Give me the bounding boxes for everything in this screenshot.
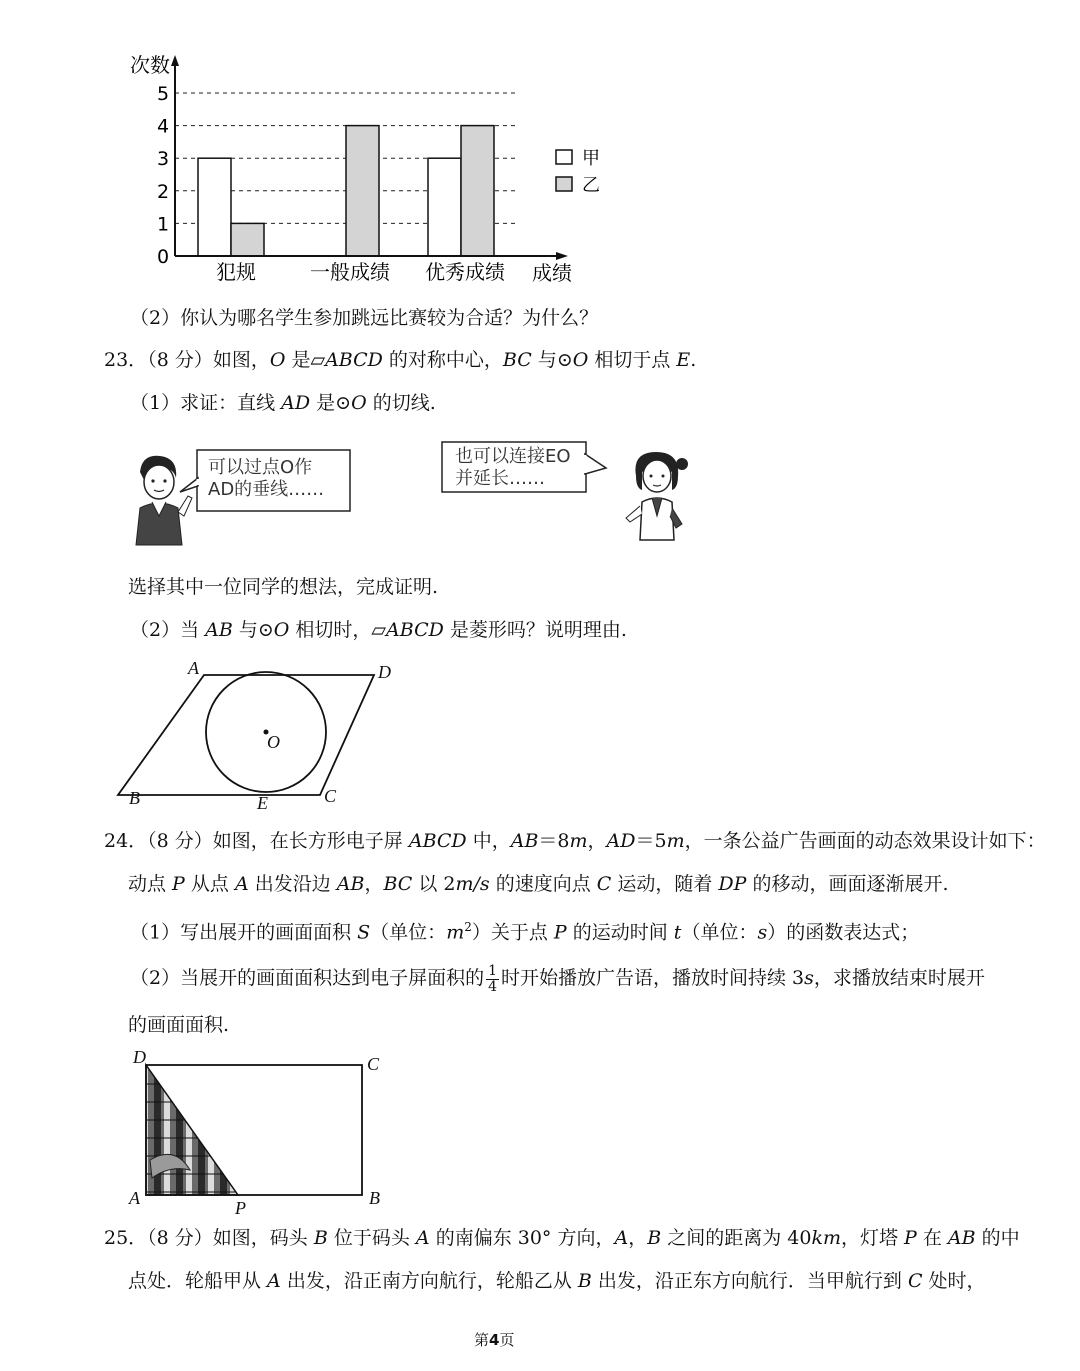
chart-xlabel: 成绩 (532, 261, 572, 285)
q25-text: 的中 (975, 1227, 1020, 1249)
label-C: C (324, 786, 337, 806)
q22-part2: （2）你认为哪名学生参加跳远比赛较为合适？为什么？ (130, 307, 599, 329)
label-C: C (367, 1054, 380, 1074)
q24-p1-text: ）的函数表达式； (767, 921, 920, 944)
label-E: E (257, 793, 268, 813)
q23-number: 23． (104, 349, 148, 371)
q25-text: A (267, 1270, 281, 1292)
q23-p2-text: 与⊙ (232, 619, 274, 641)
label-A: A (129, 1188, 140, 1208)
q24-p1-text: S (357, 921, 371, 944)
q23-p2-text: O (273, 619, 290, 641)
label-A: A (188, 658, 199, 678)
q23-part2 (130, 618, 627, 642)
q25-text: 处时， (922, 1270, 986, 1292)
q24-part1 (130, 915, 919, 944)
q25-text: ，灯塔 (840, 1227, 905, 1249)
q25-text: km (811, 1227, 841, 1249)
bar-chart (0, 0, 620, 300)
page-number: 4 (489, 1331, 500, 1349)
q25-text: 的南偏东 30° 方向， (429, 1227, 615, 1249)
bar-yi-1 (346, 126, 379, 256)
q24-text: C (596, 873, 612, 895)
q24-p1-text: s (757, 921, 768, 944)
q25-text: B (577, 1270, 592, 1292)
q24-text: 出发沿边 (248, 873, 337, 895)
q23-text: O (269, 349, 286, 371)
label-P: P (235, 1198, 246, 1218)
q24-text: 以 2 (412, 873, 456, 895)
q24-text: 中， (466, 830, 511, 852)
label-D: D (378, 662, 391, 682)
y-tick-label: 4 (157, 115, 170, 138)
bar-jia-0 (198, 158, 231, 256)
fraction-numerator: 1 (488, 962, 498, 979)
footer-text: 第 (474, 1331, 490, 1349)
q25-text: 点处．轮船甲从 (128, 1270, 268, 1292)
q24-text: m/s (455, 873, 490, 895)
footer-text: 页 (499, 1331, 515, 1349)
q23-text: ▱ABCD (310, 349, 383, 371)
q25-text: P (904, 1227, 917, 1249)
q25-text: 出发，沿正南方向航行，轮船乙从 (280, 1270, 578, 1292)
q23-choose: 选择其中一位同学的想法，完成证明. (128, 576, 439, 598)
q23-text: 的对称中心， (382, 349, 503, 371)
q25-text: 出发，沿正东方向航行．当甲航行到 (591, 1270, 908, 1292)
q24-part2-cont: 的画面面积. (128, 1014, 230, 1036)
q23-p2-text: AB (205, 619, 233, 641)
q25-text: B (313, 1227, 328, 1249)
q25-text: B (647, 1227, 662, 1249)
q23-text: BC (502, 349, 532, 371)
category-label: 犯规 (216, 260, 256, 284)
label-B: B (369, 1188, 380, 1208)
q23-text: E (676, 349, 691, 371)
q23-stem (104, 348, 696, 372)
q24-text: ，一条公益广告画面的动态效果设计如下： (684, 830, 1046, 852)
q24-p1-text: 2 (464, 920, 472, 934)
q25-text: 位于码头 (327, 1227, 416, 1249)
legend-swatch-yi (556, 177, 572, 191)
fraction-one-quarter (486, 964, 499, 995)
bubble-left-text-2: AD的垂线…… (208, 479, 325, 500)
q23-text: . (690, 349, 697, 371)
q23-text: 与⊙ (531, 349, 573, 371)
q24-text: P (172, 873, 185, 895)
q24-text: 的移动，画面逐渐展开. (746, 873, 949, 895)
q23-p2-text: ▱ABCD (371, 619, 444, 641)
q24-stem-line1 (104, 829, 1046, 853)
bar-jia-2 (428, 158, 461, 256)
q23-p1-text: AD (281, 392, 311, 414)
category-label: 一般成绩 (310, 260, 390, 284)
q23-text: （8 分）如图， (147, 349, 270, 371)
chart-legend (556, 148, 600, 196)
bubble-left-text-1: 可以过点O作 (208, 457, 313, 478)
q25-text: 在 (916, 1227, 948, 1249)
q24-part2 (130, 962, 985, 995)
parallelogram-circle-figure (100, 655, 420, 815)
chart-category-labels (216, 260, 505, 284)
q24-text: BC (383, 873, 413, 895)
q23-p2-text: （2）当 (130, 619, 206, 641)
q25-text: 25．（8 分）如图，码头 (104, 1227, 314, 1249)
rectangle-screen-figure (130, 1050, 380, 1210)
q24-text: AD (606, 830, 636, 852)
q24-p1-text: （单位： (681, 921, 758, 944)
label-B: B (129, 788, 140, 808)
q23-text: 相切于点 (588, 349, 677, 371)
q23-text: 是 (285, 349, 311, 371)
q24-p1-text: 的运动时间 (566, 921, 674, 944)
q25-text: AB (947, 1227, 976, 1249)
q24-text: m (569, 830, 588, 852)
label-D: D (133, 1047, 146, 1067)
q24-stem-line2 (128, 872, 949, 896)
bubble-right-text-1: 也可以连接EO (455, 446, 571, 467)
q25-stem-line1 (104, 1226, 1020, 1250)
y-tick-label: 1 (157, 213, 170, 236)
girl-student-illustration (618, 446, 694, 542)
q24-text: 动点 (128, 873, 173, 895)
bar-yi-2 (461, 126, 494, 256)
q24-text: ， (364, 873, 384, 895)
q23-p1-text: 的切线. (366, 392, 436, 414)
q24-text: DP (718, 873, 747, 895)
q25-text: A (415, 1227, 430, 1249)
fraction-denominator: 4 (488, 978, 498, 995)
y-tick-label: 2 (157, 180, 170, 203)
q24-p2-text: （2）当展开的画面面积达到电子屏面积的 (130, 967, 485, 989)
chart-ylabel: 次数 (130, 53, 170, 77)
legend-swatch-jia (556, 150, 572, 164)
q25-text: A (614, 1227, 629, 1249)
q23-p1-text: O (351, 392, 367, 414)
page-footer (474, 1329, 514, 1350)
q24-p1-text: m (446, 921, 465, 944)
q23-part1 (130, 391, 436, 415)
q24-p2-text: s (804, 967, 814, 989)
q23-text: O (572, 349, 589, 371)
q25-text: C (907, 1270, 923, 1292)
q24-text: 从点 (184, 873, 235, 895)
q24-p2-text: ，求播放结束时展开 (813, 967, 985, 989)
q24-text: AB (510, 830, 539, 852)
y-tick-label: 0 (157, 246, 170, 268)
y-tick-label: 3 (157, 148, 170, 171)
q24-p1-text: （单位： (370, 921, 447, 944)
q24-text: ， (587, 830, 607, 852)
bar-yi-0 (231, 223, 264, 256)
q23-p1-text: 是⊙ (310, 392, 352, 414)
q23-p2-text: 是菱形吗？说明理由. (443, 619, 627, 641)
y-tick-label: 5 (157, 83, 170, 105)
q24-text: 24．（8 分）如图，在长方形电子屏 (104, 830, 409, 852)
category-label: 优秀成绩 (425, 260, 505, 284)
q25-text: ， (628, 1227, 648, 1249)
q24-p1-text: （1）写出展开的画面面积 (130, 921, 358, 944)
q24-p1-text: t (673, 921, 682, 944)
q25-stem-line2 (128, 1269, 986, 1293)
label-O: O (267, 732, 280, 752)
legend-label-jia: 甲 (582, 148, 600, 169)
bubble-right-text-2: 并延长…… (455, 468, 545, 489)
q24-text: ＝8 (538, 830, 570, 852)
q23-p1-text: （1）求证：直线 (130, 392, 282, 414)
legend-label-yi: 乙 (582, 175, 600, 196)
q24-text: AB (336, 873, 365, 895)
q24-p1-text: ）关于点 (471, 921, 554, 944)
q24-text: ＝5 (635, 830, 667, 852)
q24-text: m (666, 830, 685, 852)
q24-p1-text: P (553, 921, 567, 944)
q24-text: 的速度向点 (489, 873, 597, 895)
q24-text: A (234, 873, 249, 895)
q24-text: ABCD (408, 830, 467, 852)
chart-y-tick-labels (157, 83, 169, 268)
q24-p2-text: 时开始播放广告语，播放时间持续 3 (501, 967, 805, 989)
q25-text: 之间的距离为 40 (661, 1227, 812, 1249)
q24-text: 运动，随着 (611, 873, 719, 895)
q23-p2-text: 相切时， (289, 619, 372, 641)
